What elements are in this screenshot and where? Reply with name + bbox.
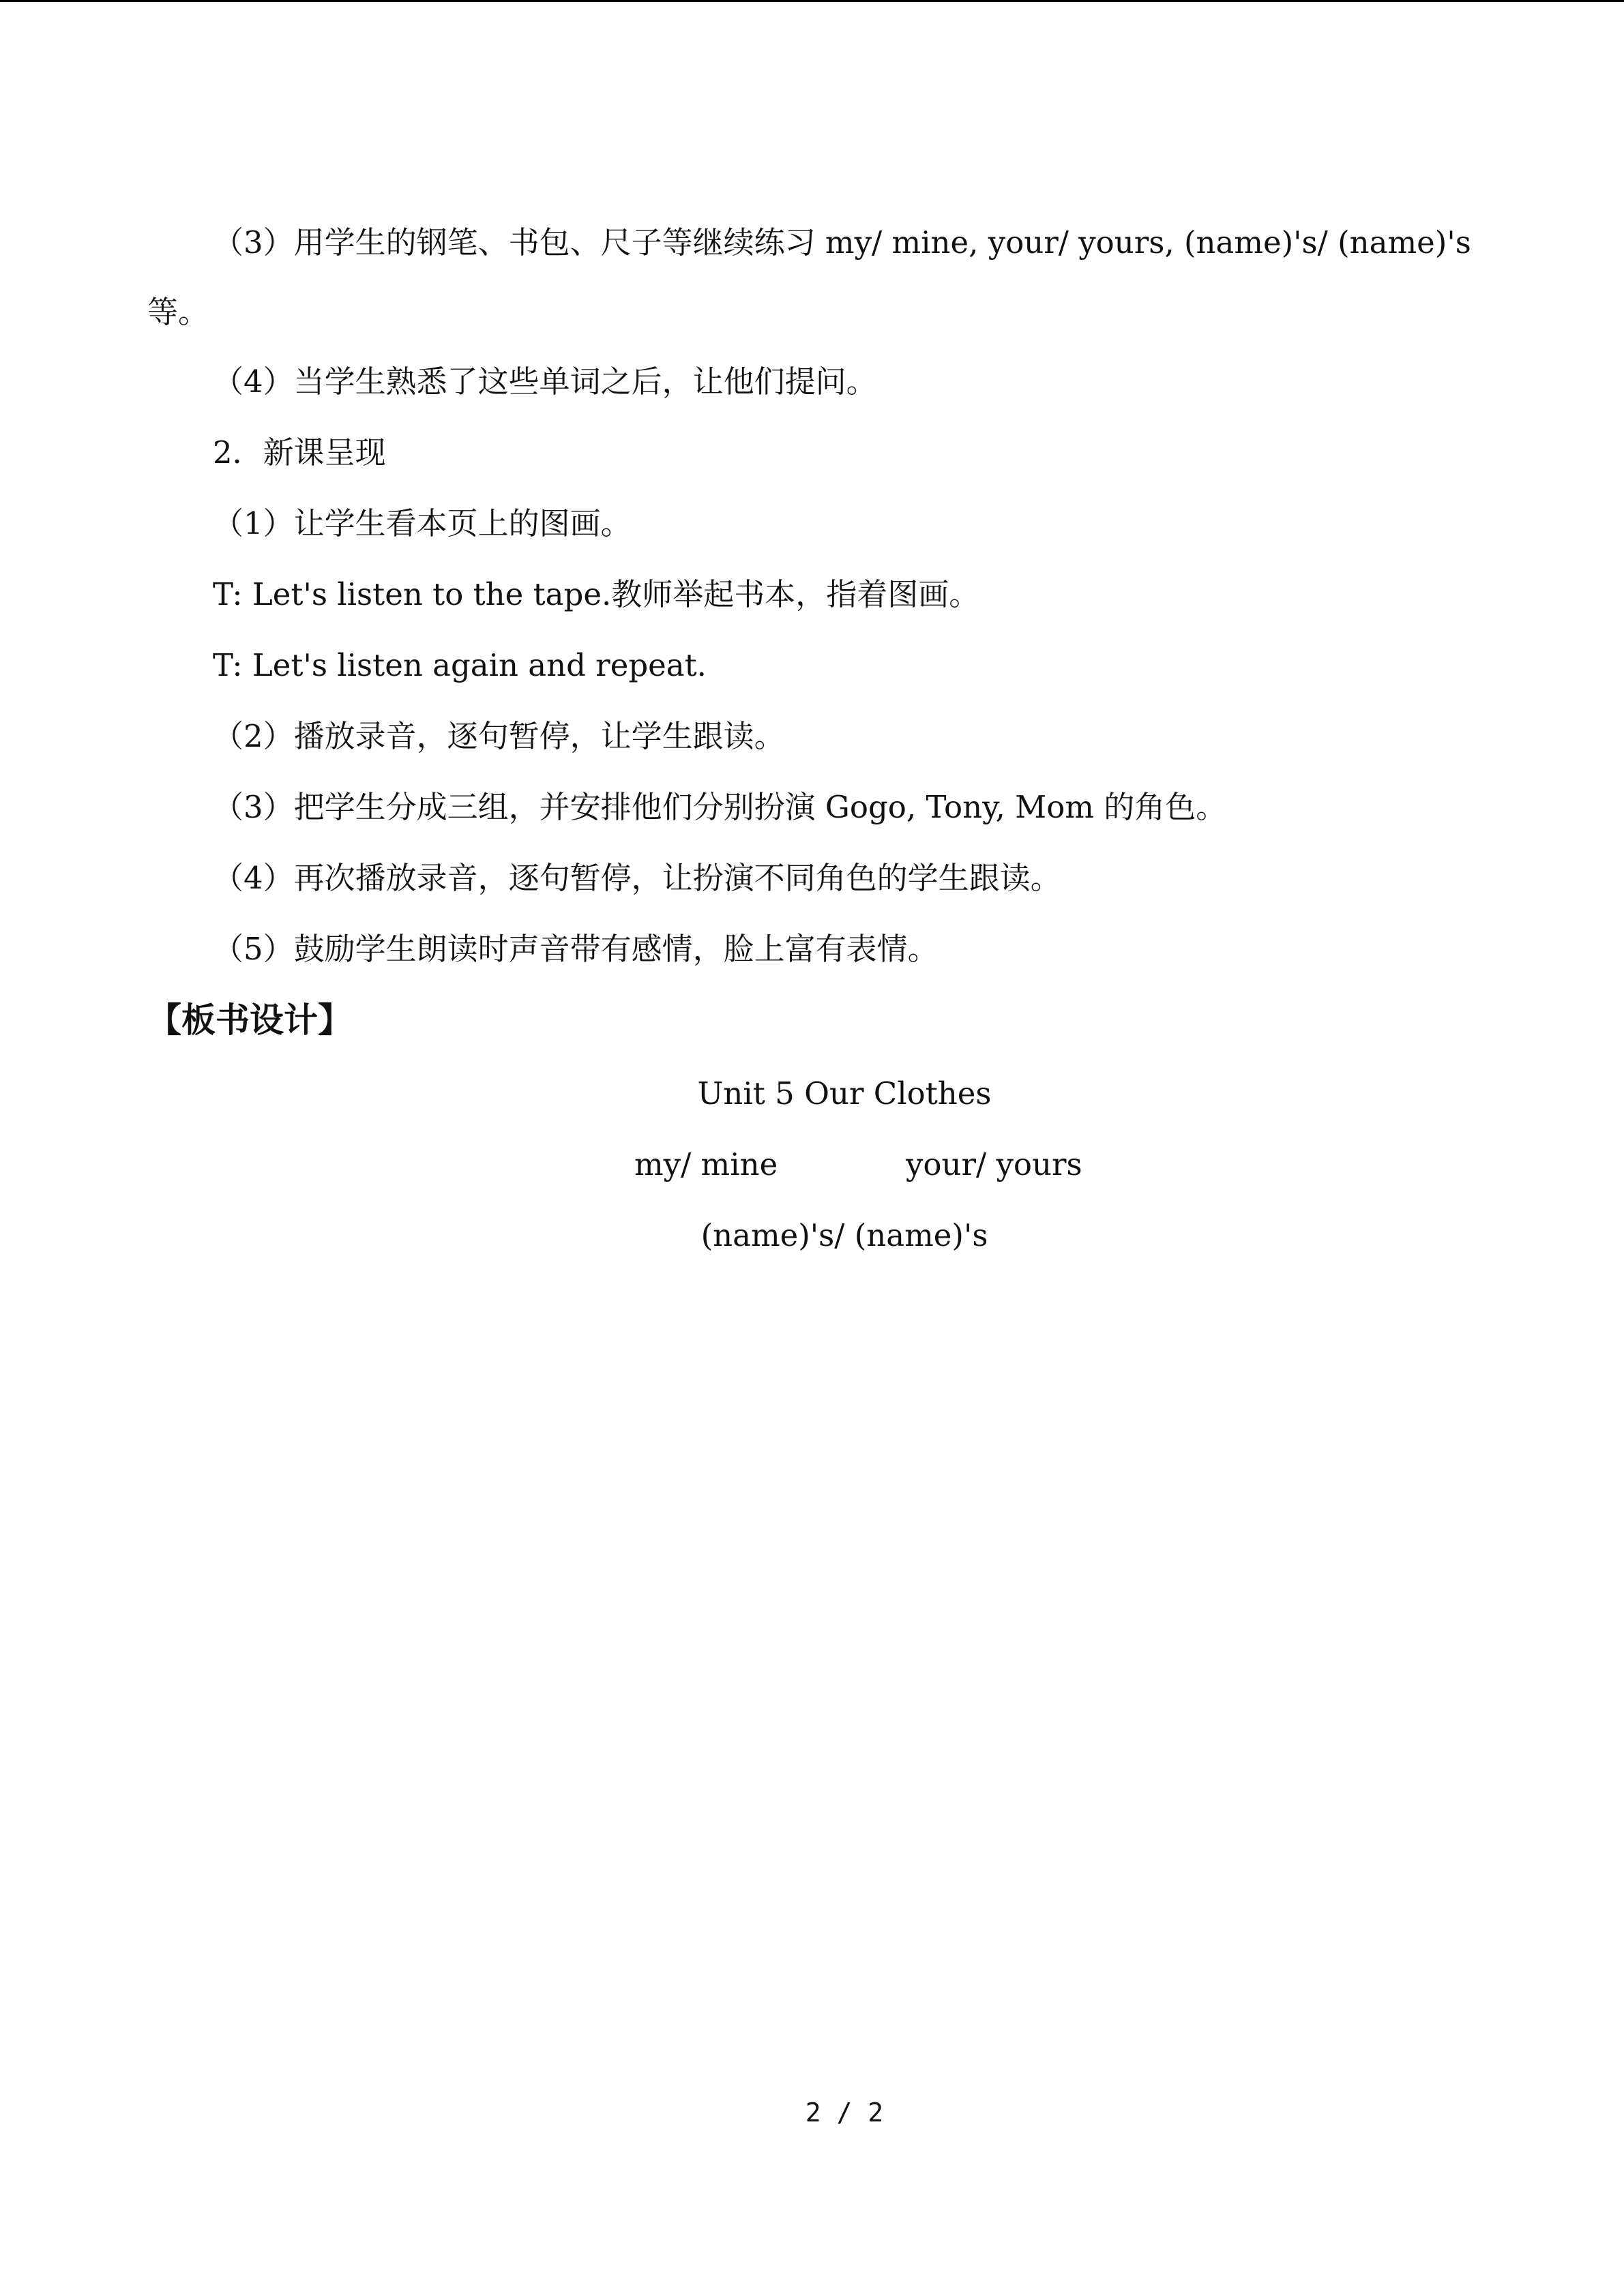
board-title: Unit 5 Our Clothes xyxy=(697,1075,992,1112)
paragraph-students-ask: （4）当学生熟悉了这些单词之后，让他们提问。 xyxy=(213,363,877,400)
paragraph-replay-recording: （4）再次播放录音，逐句暂停，让扮演不同角色的学生跟读。 xyxy=(213,860,1061,896)
paragraph-listen-tape: T: Let's listen to the tape.教师举起书本，指着图画。 xyxy=(213,576,980,612)
board-left-item: my/ mine xyxy=(634,1146,778,1182)
board-right-item: your/ yours xyxy=(906,1146,1082,1182)
paragraph-play-recording: （2）播放录音，逐句暂停，让学生跟读。 xyxy=(213,718,785,754)
board-bottom-item: (name)'s/ (name)'s xyxy=(700,1217,988,1253)
page-number: 2 / 2 xyxy=(805,2098,884,2128)
paragraph-practice-words: （3）用学生的钢笔、书包、尺子等继续练习 my/ mine, your/ yours, (name)'s/ (name)'s xyxy=(213,224,1471,260)
paragraph-listen-repeat: T: Let's listen again and repeat. xyxy=(213,647,707,683)
section-new-lesson: 2．新课呈现 xyxy=(213,434,386,471)
board-design-heading: 【板书设计】 xyxy=(147,1000,352,1040)
paragraph-continuation: 等。 xyxy=(147,294,209,330)
paragraph-look-at-picture: （1）让学生看本页上的图画。 xyxy=(213,505,632,541)
paragraph-read-with-feeling: （5）鼓励学生朗读时声音带有感情，脸上富有表情。 xyxy=(213,931,939,967)
paragraph-groups-roles: （3）把学生分成三组，并安排他们分别扮演 Gogo, Tony, Mom 的角色。 xyxy=(213,789,1227,825)
